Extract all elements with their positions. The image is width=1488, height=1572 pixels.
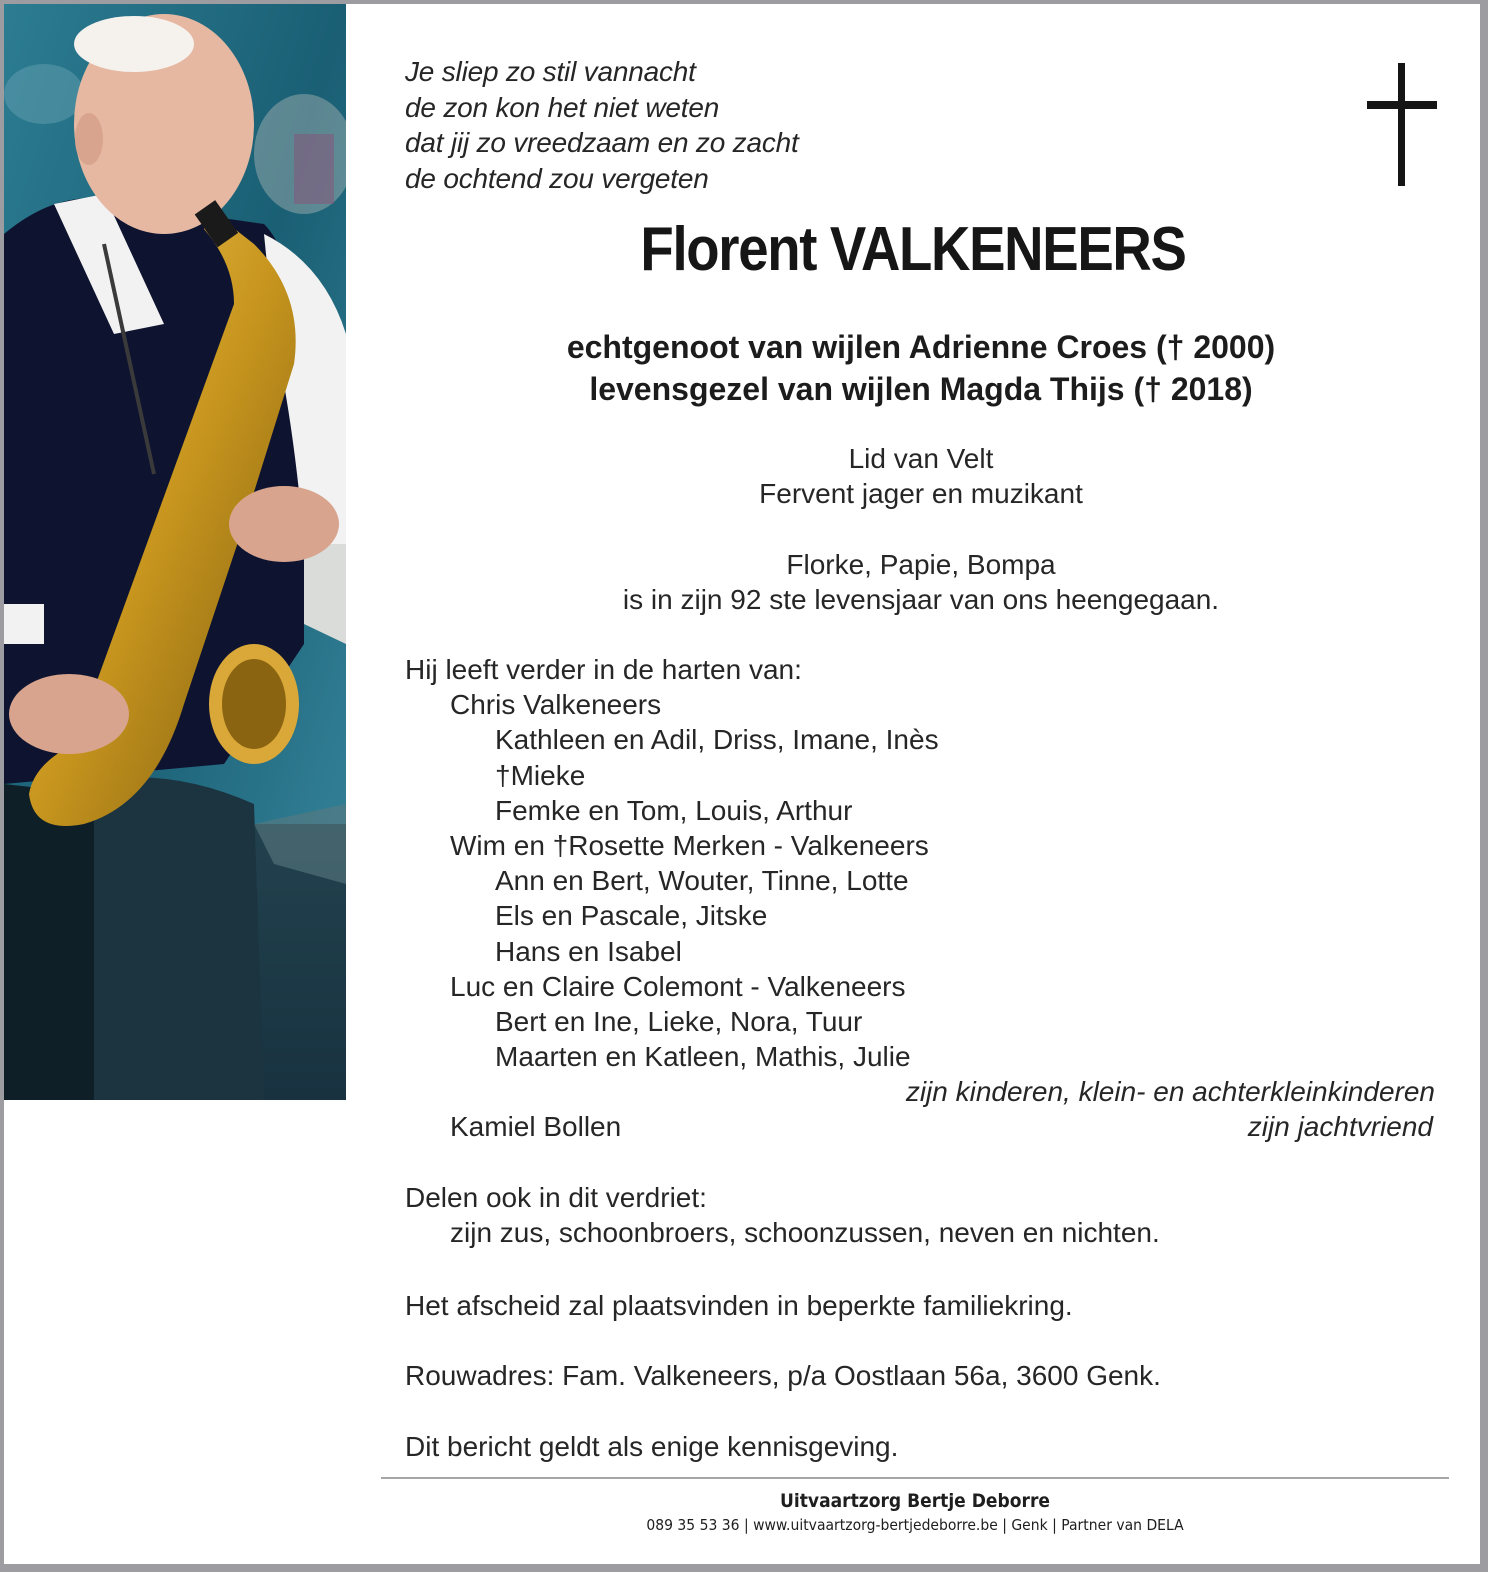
- notice-text: Dit bericht geldt als enige kennisgeving.: [405, 1431, 899, 1462]
- grandchild-line: Hans en Isabel: [495, 935, 682, 967]
- footer-divider: [381, 1477, 1449, 1479]
- trait-line: Fervent jager en muzikant: [759, 478, 1083, 509]
- also-grieving: [405, 1180, 1435, 1250]
- friend-line: [405, 1109, 1435, 1144]
- trait-line: Lid van Velt: [848, 443, 994, 474]
- child-name: Wim en †Rosette Merken - Valkeneers: [450, 829, 929, 861]
- child-name: Luc en Claire Colemont - Valkeneers: [450, 970, 906, 1002]
- portrait-photo: [4, 4, 346, 1100]
- relation-line: levensgezel van wijlen Magda Thijs († 2018): [589, 371, 1253, 407]
- grandchild-line: Els en Pascale, Jitske: [495, 900, 768, 932]
- grandchild-line: Femke en Tom, Louis, Arthur: [495, 794, 853, 826]
- poem-line: dat jij zo vreedzaam en zo zacht: [405, 127, 799, 158]
- also-grieving-intro: Delen ook in dit verdriet:: [405, 1182, 707, 1213]
- announcement: [346, 547, 1488, 617]
- friend-name: Kamiel Bollen: [450, 1111, 622, 1143]
- saxophone-player-image: [4, 4, 346, 1100]
- spouse-relations: [346, 326, 1488, 410]
- funeral-company-name: Uitvaartzorg Bertje Deborre: [780, 1490, 1050, 1512]
- farewell-info: [405, 1288, 1435, 1323]
- friend-caption: zijn jachtvriend: [1247, 1111, 1433, 1143]
- funeral-company-contact: 089 35 53 36 | www.uitvaartzorg-bertjedeborre.be | Genk | Partner van DELA: [646, 1516, 1184, 1534]
- children-caption: zijn kinderen, klein- en achterkleinkinderen: [905, 1076, 1435, 1108]
- family-intro: Hij leeft verder in de harten van:: [405, 654, 802, 685]
- mourning-address-text: Rouwadres: Fam. Valkeneers, p/a Oostlaan 56a, 3600 Genk.: [405, 1360, 1161, 1391]
- cross-icon: [1367, 63, 1437, 186]
- grandchild-line: †Mieke: [495, 759, 586, 791]
- nicknames: Florke, Papie, Bompa: [786, 549, 1056, 580]
- family-list: [405, 652, 1435, 1145]
- grandchild-line: Ann en Bert, Wouter, Tinne, Lotte: [495, 865, 909, 897]
- grandchild-line: Maarten en Katleen, Mathis, Julie: [495, 1041, 911, 1073]
- deceased-name: Florent VALKENEERS: [640, 215, 1186, 284]
- traits: [346, 441, 1488, 511]
- child-name: Chris Valkeneers: [450, 689, 662, 721]
- passing-statement: is in zijn 92 ste levensjaar van ons heengegaan.: [622, 584, 1220, 615]
- footer: [381, 1489, 1449, 1537]
- grandchild-line: Bert en Ine, Lieke, Nora, Tuur: [495, 1005, 863, 1037]
- poem-line: Je sliep zo stil vannacht: [405, 56, 696, 87]
- relation-line: echtgenoot van wijlen Adrienne Croes († 2000): [566, 329, 1276, 365]
- poem-line: de zon kon het niet weten: [405, 91, 720, 123]
- grandchild-line: Kathleen en Adil, Driss, Imane, Inès: [495, 724, 939, 756]
- farewell-text: Het afscheid zal plaatsvinden in beperkte familiekring.: [405, 1290, 1073, 1321]
- poem-line: de ochtend zou vergeten: [405, 162, 709, 194]
- poem: [405, 54, 799, 196]
- also-grieving-list: zijn zus, schoonbroers, schoonzussen, neven en nichten.: [450, 1217, 1160, 1249]
- notice: [405, 1429, 1435, 1464]
- death-notice-page: [4, 4, 1480, 1564]
- mourning-address: [405, 1358, 1435, 1393]
